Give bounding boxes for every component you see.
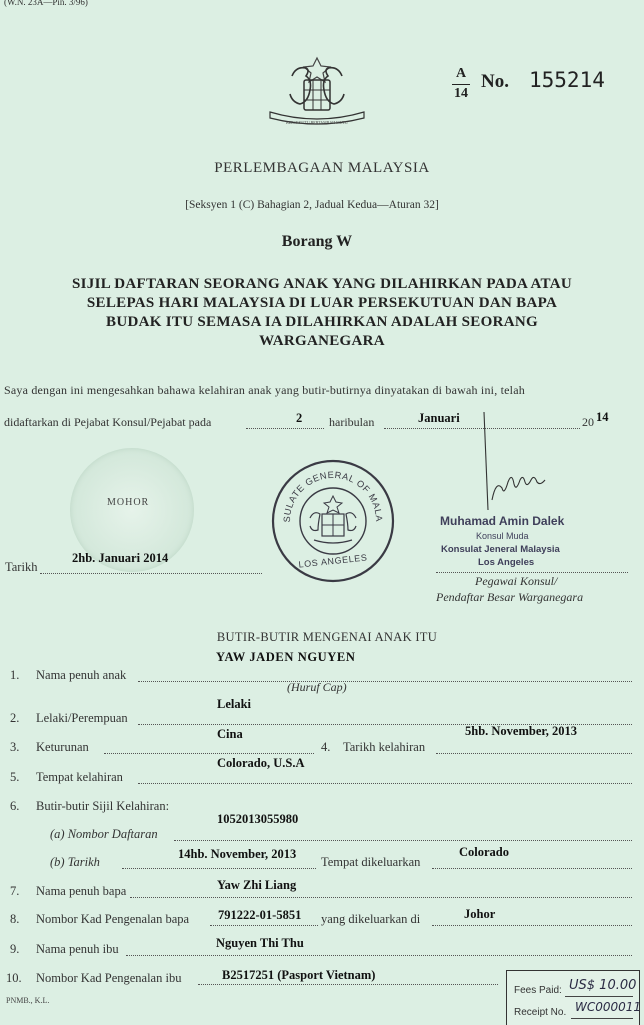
field-4-value: 5hb. November, 2013 — [465, 724, 578, 738]
field-8-issued-value: Johor — [464, 907, 496, 921]
officer-signature — [470, 408, 600, 518]
field-3-number: 3. — [10, 740, 20, 754]
declaration-line-2-prefix: didaftarkan di Pejabat Konsul/Pejabat pada — [4, 415, 212, 429]
section-reference: [Seksyen 1 (C) Bahagian 2, Jadual Kedua—Aturan 32] — [185, 199, 439, 211]
field-7-line — [130, 897, 632, 898]
officer-city: Los Angeles — [478, 557, 535, 568]
crest-motto: BERSEKUTU BERTAMBAH MUTU — [286, 120, 348, 125]
stamp-text-top: SULATE GENERAL OF MALA — [281, 469, 385, 523]
field-6a-line — [174, 840, 632, 841]
particulars-heading: BUTIR-BUTIR MENGENAI ANAK ITU — [216, 630, 438, 644]
field-9-line — [126, 955, 632, 956]
field-10-number: 10. — [6, 971, 22, 985]
officer-role-line-1: Pegawai Konsul/ — [475, 574, 558, 588]
form-code-top: A — [455, 66, 467, 81]
officer-name: Muhamad Amin Dalek — [440, 514, 565, 528]
form-name: Borang W — [281, 233, 353, 250]
date-line — [40, 573, 262, 574]
field-9-value: Nguyen Thi Thu — [216, 936, 304, 950]
field-2-number: 2. — [10, 711, 20, 725]
receipt-no-underline — [571, 1018, 633, 1019]
date-label: Tarikh — [5, 560, 38, 574]
field-7-number: 7. — [10, 884, 20, 898]
field-6b-place-value: Colorado — [459, 845, 509, 859]
field-4-line — [436, 753, 632, 754]
field-7-label: Nama penuh bapa — [36, 884, 127, 898]
field-7-value: Yaw Zhi Liang — [217, 878, 297, 892]
field-6-number: 6. — [10, 799, 20, 813]
declaration-day: 2 — [296, 411, 303, 425]
field-4-number: 4. — [321, 740, 331, 754]
serial-prefix: No. — [481, 71, 509, 92]
certificate-title-line-4: WARGANEGARA — [259, 333, 385, 349]
form-reference: (W.N. 23A—Pin. 3/96) — [4, 0, 88, 7]
field-5-value: Colorado, U.S.A — [217, 756, 305, 770]
field-5-line — [138, 783, 632, 784]
fees-paid-underline — [565, 996, 633, 997]
coat-of-arms — [262, 54, 372, 126]
declaration-haribulan: haribulan — [329, 415, 375, 429]
signature-line — [436, 572, 628, 573]
field-8-number: 8. — [10, 912, 20, 926]
field-9-number: 9. — [10, 942, 20, 956]
fees-stamp-box — [506, 970, 640, 1025]
certificate-title-line-2: SELEPAS HARI MALAYSIA DI LUAR PERSEKUTUAN DAN BAPA — [86, 295, 558, 311]
certificate-title-line-3: BUDAK ITU SEMASA IA DILAHIRKAN ADALAH SEORANG — [106, 314, 538, 330]
receipt-no-label: Receipt No. — [514, 1007, 567, 1018]
field-1-line — [138, 681, 632, 682]
officer-role-line-2: Pendaftar Besar Warganegara — [436, 590, 584, 604]
field-10-value: B2517251 (Pasport Vietnam) — [222, 968, 376, 982]
stamp-text-bottom: LOS ANGELES — [298, 552, 368, 570]
declaration-year-suffix: 14 — [596, 410, 609, 424]
field-8-value: 791222-01-5851 — [218, 908, 302, 922]
field-1-note: (Huruf Cap) — [287, 680, 347, 694]
field-3-value: Cina — [217, 727, 243, 741]
field-10-label: Nombor Kad Pengenalan ibu — [36, 971, 182, 985]
field-8-label: Nombor Kad Pengenalan bapa — [36, 912, 190, 926]
field-5-number: 5. — [10, 770, 20, 784]
declaration-year-prefix: 20 — [582, 415, 594, 429]
field-6b-place-label: Tempat dikeluarkan — [321, 855, 421, 869]
officer-title: Konsul Muda — [476, 531, 529, 541]
field-6b-place-line — [432, 868, 632, 869]
form-code-bottom: 14 — [454, 86, 468, 101]
field-3-label: Keturunan — [36, 740, 89, 754]
receipt-no-value: WC000011 — [575, 1000, 642, 1014]
field-6-label: Butir-butir Sijil Kelahiran: — [36, 799, 170, 813]
printer-code: PNMB., K.L. — [6, 996, 50, 1005]
field-6b-line — [122, 868, 316, 869]
serial-number: 155214 — [529, 68, 605, 92]
field-10-line — [198, 984, 498, 985]
field-8-line — [210, 925, 318, 926]
field-3-line — [104, 753, 314, 754]
field-6a-label: (a) Nombor Daftaran — [50, 827, 158, 841]
field-1-value: YAW JADEN NGUYEN — [216, 650, 356, 664]
field-1-number: 1. — [10, 668, 20, 682]
field-1-label: Nama penuh anak — [36, 668, 127, 682]
field-5-label: Tempat kelahiran — [36, 770, 123, 784]
field-2-value: Lelaki — [217, 697, 252, 711]
declaration-month: Januari — [418, 411, 460, 425]
field-6b-label: (b) Tarikh — [50, 855, 100, 869]
field-9-label: Nama penuh ibu — [36, 942, 119, 956]
declaration-day-line — [246, 428, 324, 429]
declaration-line-1: Saya dengan ini mengesahkan bahawa kelahiran anak yang butir-butirnya dinyatakan di bawah ini, telah — [4, 383, 525, 397]
field-4-label: Tarikh kelahiran — [343, 740, 426, 754]
form-code-divider — [452, 84, 470, 85]
fees-paid-label: Fees Paid: — [514, 985, 562, 996]
field-6a-value: 1052013055980 — [217, 812, 299, 826]
date-value: 2hb. Januari 2014 — [72, 551, 169, 565]
officer-office: Konsulat Jeneral Malaysia — [441, 544, 560, 555]
field-2-label: Lelaki/Perempuan — [36, 711, 128, 725]
mohor-label: MOHOR — [107, 497, 150, 508]
certificate-title-line-1: SIJIL DAFTARAN SEORANG ANAK YANG DILAHIRKAN PADA ATAU — [72, 276, 572, 292]
field-8-issued-line — [432, 925, 632, 926]
field-6b-value: 14hb. November, 2013 — [178, 847, 297, 861]
constitution-title: PERLEMBAGAAN MALAYSIA — [214, 160, 430, 176]
fees-paid-value: US$ 10.00 — [569, 978, 637, 993]
field-8-issued-label: yang dikeluarkan di — [321, 912, 421, 926]
